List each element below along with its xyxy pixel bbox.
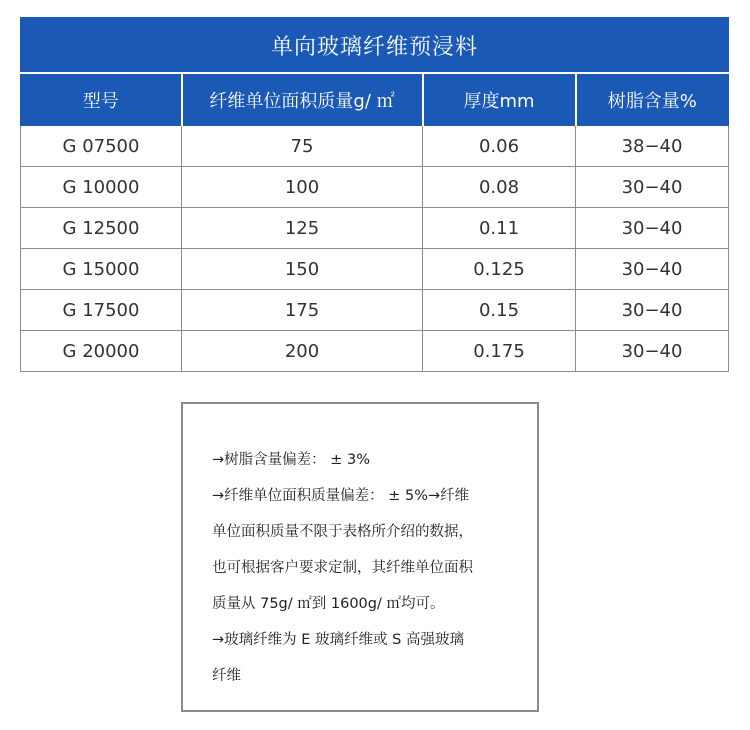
header-model: 型号 (21, 73, 182, 126)
note-line: 纤维 (212, 668, 241, 684)
cell-resin-content: 30−40 (576, 208, 729, 249)
cell-resin-content: 30−40 (576, 249, 729, 290)
table-row (21, 126, 729, 167)
note-line: 也可根据客户要求定制，其纤维单位面积 (212, 560, 473, 576)
table-row (21, 167, 729, 208)
cell-model: G 10000 (21, 167, 182, 208)
table-row (21, 331, 729, 372)
cell-areal-weight: 100 (182, 167, 423, 208)
header-resin-content: 树脂含量% (576, 73, 729, 126)
header-thickness: 厚度mm (423, 73, 576, 126)
cell-resin-content: 30−40 (576, 290, 729, 331)
note-line: 单位面积质量不限于表格所介绍的数据， (212, 524, 473, 540)
table-title-row (21, 18, 729, 74)
table-row (21, 249, 729, 290)
cell-thickness: 0.11 (423, 208, 576, 249)
cell-areal-weight: 125 (182, 208, 423, 249)
cell-model: G 07500 (21, 126, 182, 167)
header-areal-weight: 纤维单位面积质量g/ ㎡ (182, 73, 423, 126)
cell-resin-content: 38−40 (576, 126, 729, 167)
cell-areal-weight: 175 (182, 290, 423, 331)
cell-model: G 20000 (21, 331, 182, 372)
cell-resin-content: 30−40 (576, 331, 729, 372)
table-row (21, 208, 729, 249)
note-line: →玻璃纤维为 E 玻璃纤维或 S 高强玻璃 (212, 632, 464, 648)
cell-areal-weight: 200 (182, 331, 423, 372)
cell-thickness: 0.175 (423, 331, 576, 372)
cell-thickness: 0.06 (423, 126, 576, 167)
cell-model: G 12500 (21, 208, 182, 249)
cell-thickness: 0.15 (423, 290, 576, 331)
notes-box (181, 402, 539, 712)
cell-model: G 17500 (21, 290, 182, 331)
table-header-row (21, 73, 729, 126)
spec-table (20, 17, 729, 372)
note-line: 质量从 75g/ ㎡到 1600g/ ㎡均可。 (212, 596, 445, 612)
cell-thickness: 0.08 (423, 167, 576, 208)
note-line: →树脂含量偏差： ± 3% (212, 452, 371, 468)
note-line: →纤维单位面积质量偏差： ± 5%→纤维 (212, 488, 470, 504)
cell-thickness: 0.125 (423, 249, 576, 290)
cell-model: G 15000 (21, 249, 182, 290)
cell-areal-weight: 150 (182, 249, 423, 290)
cell-resin-content: 30−40 (576, 167, 729, 208)
table-title: 单向玻璃纤维预浸料 (21, 18, 729, 74)
table-row (21, 290, 729, 331)
cell-areal-weight: 75 (182, 126, 423, 167)
